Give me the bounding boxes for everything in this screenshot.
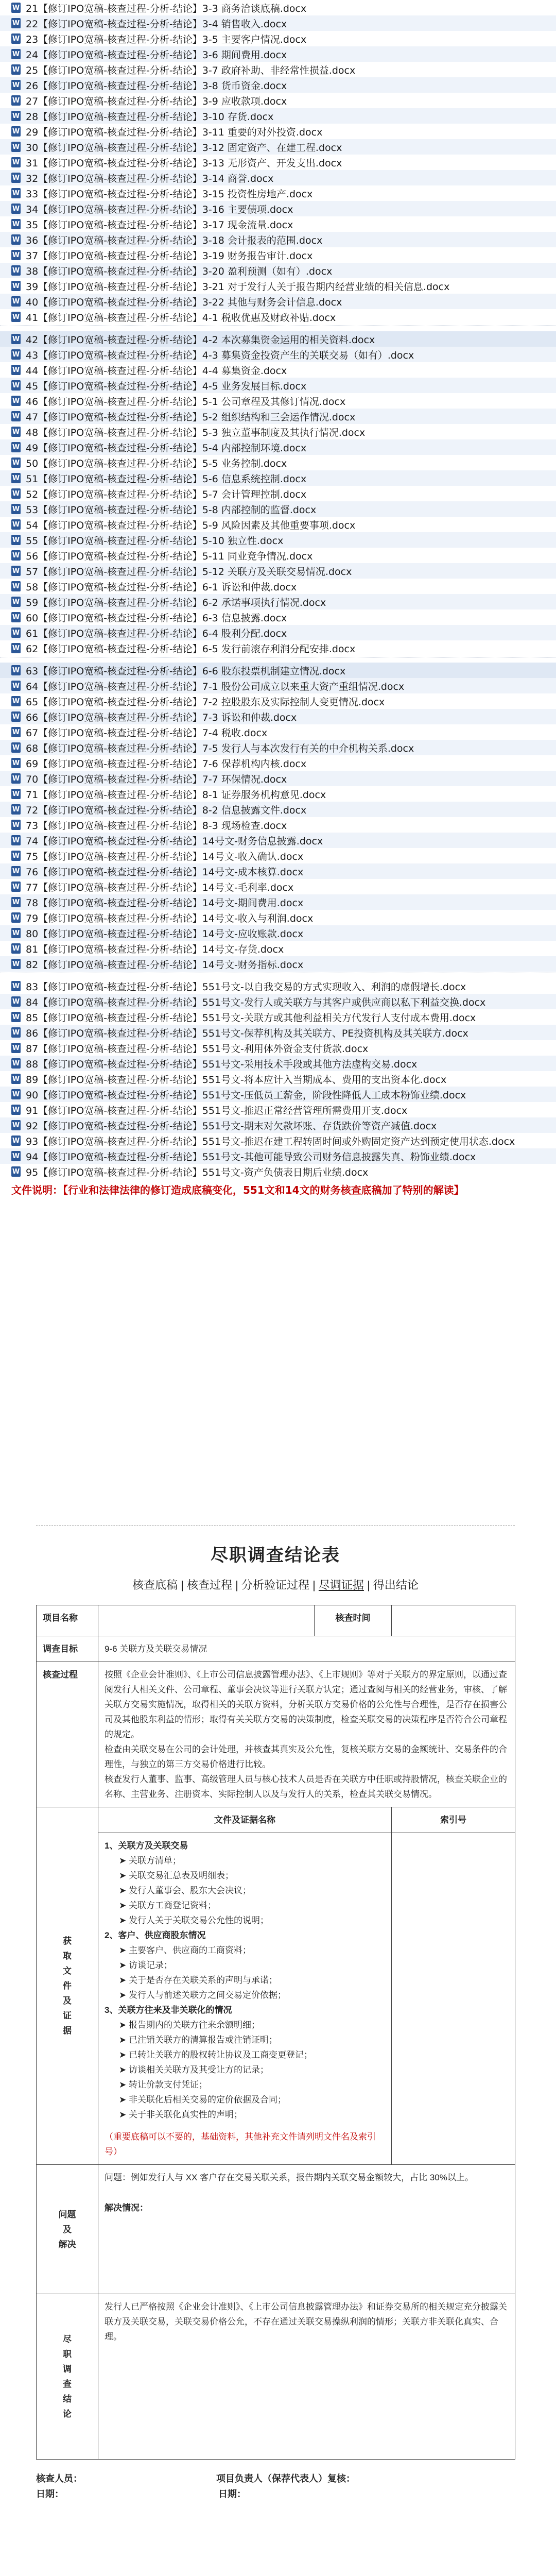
- file-row[interactable]: [0, 1056, 556, 1071]
- word-document-icon: W: [11, 519, 21, 530]
- file-row[interactable]: [0, 155, 556, 170]
- file-name: 42【修订IPO宽稿-核查过程-分析-结论】4-2 本次募集资金运用的相关资料.docx: [26, 334, 375, 346]
- word-document-icon: W: [11, 996, 21, 1007]
- word-document-icon: W: [11, 851, 21, 861]
- file-name: 89【修订IPO宽稿-核查过程-分析-结论】551号文-将本应计入当期成本、费用的支出资本化.docx: [26, 1074, 447, 1086]
- project-name-label: 项目名称: [37, 1605, 98, 1636]
- file-name: 44【修订IPO宽稿-核查过程-分析-结论】4-4 募集资金.docx: [26, 365, 287, 377]
- file-name: 75【修订IPO宽稿-核查过程-分析-结论】14号文-收入确认.docx: [26, 851, 304, 862]
- file-row[interactable]: [0, 693, 556, 709]
- evidence-item: ➤ 访谈相关关联方及其受让方的记录；: [119, 2065, 269, 2075]
- word-document-icon: W: [11, 1105, 21, 1115]
- file-name: 87【修订IPO宽稿-核查过程-分析-结论】551号文-利用体外资金支付货款.docx: [26, 1043, 369, 1055]
- file-name: 77【修订IPO宽稿-核查过程-分析-结论】14号文-毛利率.docx: [26, 882, 294, 893]
- word-document-icon: W: [11, 457, 21, 468]
- evidence-vertical-label: [37, 1807, 98, 2165]
- file-group-a: [0, 0, 556, 325]
- word-document-icon: W: [11, 188, 21, 198]
- file-row[interactable]: [0, 170, 556, 185]
- word-document-icon: W: [11, 665, 21, 675]
- file-name: 43【修订IPO宽稿-核查过程-分析-结论】4-3 募集资金投资产生的关联交易（如有）.docx: [26, 349, 414, 361]
- word-document-icon: W: [11, 1074, 21, 1084]
- file-row[interactable]: [0, 247, 556, 263]
- file-row[interactable]: [0, 625, 556, 640]
- evidence-item: ➤ 关联方清单；: [119, 1856, 181, 1866]
- docno-header: 索引号: [392, 1807, 515, 1833]
- file-row[interactable]: [0, 347, 556, 362]
- file-name: 71【修订IPO宽稿-核查过程-分析-结论】8-1 证券服务机构意见.docx: [26, 789, 326, 801]
- vertical-label-char: 职: [63, 2349, 72, 2359]
- file-row[interactable]: [0, 263, 556, 278]
- process-line: 按照《企业会计准则》、《上市公司信息披露管理办法》、《上市规则》等对于关联方的界定原则，以通过查阅发行人相关文件、公司章程、董事会决议等进行关联方认定；通过查阅与相关的经营业务，审核、了解关联方交易实施情况，取得相关的关联方资料，分析关联方交易价格的公允性与合理性，是否存在损害公司及其他股东利益的情形；取得有关关联方交易的决策制度，检查关联交易的决策程序是否符合公司章程的规定。: [105, 1670, 507, 1739]
- file-name: 84【修订IPO宽稿-核查过程-分析-结论】551号文-发行人或关联方与其客户或供应商以私下利益交换.docx: [26, 996, 486, 1008]
- file-row[interactable]: [0, 393, 556, 409]
- word-document-icon: W: [11, 219, 21, 229]
- vertical-label-char: 结: [63, 2394, 72, 2404]
- docno-cell[interactable]: [392, 1833, 515, 2165]
- word-document-icon: W: [11, 789, 21, 799]
- file-row[interactable]: [0, 232, 556, 247]
- file-name: 93【修订IPO宽稿-核查过程-分析-结论】551号文-推迟在建工程转固时间或外购固定资产达到预定使用状态.docx: [26, 1136, 515, 1147]
- group-separator: [0, 973, 556, 977]
- file-row[interactable]: [0, 1102, 556, 1117]
- word-document-icon: W: [11, 612, 21, 622]
- file-row[interactable]: [0, 548, 556, 563]
- file-row[interactable]: [0, 894, 556, 910]
- word-document-icon: W: [11, 234, 21, 245]
- file-row[interactable]: [0, 501, 556, 517]
- file-name: 46【修订IPO宽稿-核查过程-分析-结论】5-1 公司章程及其修订情况.docx: [26, 396, 346, 408]
- process-label: 核查过程: [37, 1662, 98, 1807]
- word-document-icon: W: [11, 18, 21, 28]
- vertical-label-char: 据: [63, 2026, 72, 2036]
- word-document-icon: W: [11, 1089, 21, 1099]
- file-note: 文件说明：【行业和法律法律的修订造成底稿变化，551文和14文的财务核查底稿加了特别的解读】: [11, 1184, 464, 1196]
- evidence-item: ➤ 报告期内的关联方往来余额明细；: [119, 2020, 260, 2030]
- file-row[interactable]: [0, 663, 556, 678]
- word-document-icon: W: [11, 566, 21, 576]
- file-row[interactable]: [0, 124, 556, 139]
- process-text: [98, 1662, 515, 1807]
- word-document-icon: W: [11, 380, 21, 391]
- file-row[interactable]: [0, 709, 556, 724]
- word-document-icon: W: [11, 157, 21, 167]
- file-name: 80【修订IPO宽稿-核查过程-分析-结论】14号文-应收账款.docx: [26, 928, 304, 940]
- word-document-icon: W: [11, 349, 21, 360]
- word-document-icon: W: [11, 959, 21, 969]
- vertical-label-char: 论: [63, 2409, 72, 2419]
- file-name: 24【修订IPO宽稿-核查过程-分析-结论】3-6 期间费用.docx: [26, 49, 287, 61]
- file-row[interactable]: [0, 740, 556, 755]
- file-name: 63【修订IPO宽稿-核查过程-分析-结论】6-6 股东投票机制建立情况.docx: [26, 665, 346, 677]
- file-row[interactable]: [0, 609, 556, 625]
- word-document-icon: W: [11, 897, 21, 907]
- vertical-label-char: 问题: [58, 2209, 76, 2219]
- word-document-icon: W: [11, 365, 21, 375]
- file-name: 56【修订IPO宽稿-核查过程-分析-结论】5-11 同业竞争情况.docx: [26, 550, 313, 562]
- file-name: 36【修订IPO宽稿-核查过程-分析-结论】3-18 会计报表的范围.docx: [26, 234, 323, 246]
- file-row[interactable]: [0, 833, 556, 848]
- evidence-item: ➤ 非关联化后相关交易的定价依据及合同；: [119, 2095, 286, 2105]
- word-document-icon: W: [11, 1166, 21, 1177]
- word-document-icon: W: [11, 111, 21, 121]
- file-name: 94【修订IPO宽稿-核查过程-分析-结论】551号文-其他可能导致公司财务信息披露失真、粉饰业绩.docx: [26, 1151, 476, 1163]
- file-name: 21【修订IPO宽稿-核查过程-分析-结论】3-3 商务洽谈底稿.docx: [26, 3, 307, 14]
- file-row[interactable]: [0, 848, 556, 863]
- file-row[interactable]: [0, 579, 556, 594]
- file-row[interactable]: [0, 439, 556, 455]
- file-name: 45【修订IPO宽稿-核查过程-分析-结论】4-5 业务发展目标.docx: [26, 380, 307, 392]
- file-name: 50【修订IPO宽稿-核查过程-分析-结论】5-5 业务控制.docx: [26, 457, 287, 469]
- word-document-icon: W: [11, 866, 21, 876]
- file-row[interactable]: [0, 201, 556, 216]
- word-document-icon: W: [11, 928, 21, 938]
- word-document-icon: W: [11, 981, 21, 991]
- word-document-icon: W: [11, 1058, 21, 1069]
- file-row[interactable]: [0, 640, 556, 656]
- word-document-icon: W: [11, 504, 21, 514]
- word-document-icon: W: [11, 250, 21, 260]
- word-document-icon: W: [11, 173, 21, 183]
- file-name: 70【修订IPO宽稿-核查过程-分析-结论】7-7 环保情况.docx: [26, 773, 287, 785]
- file-row[interactable]: [0, 724, 556, 740]
- vertical-label-char: 调: [63, 2364, 72, 2374]
- word-document-icon: W: [11, 411, 21, 421]
- vertical-label-char: 解决: [58, 2239, 76, 2249]
- word-document-icon: W: [11, 1043, 21, 1053]
- word-document-icon: W: [11, 742, 21, 753]
- file-row[interactable]: [0, 802, 556, 817]
- word-document-icon: W: [11, 204, 21, 214]
- form-title: 尽职调查结论表: [211, 1546, 340, 1565]
- file-name: 72【修订IPO宽稿-核查过程-分析-结论】8-2 信息披露文件.docx: [26, 804, 307, 816]
- file-row[interactable]: [0, 956, 556, 972]
- word-document-icon: W: [11, 312, 21, 322]
- file-name: 54【修订IPO宽稿-核查过程-分析-结论】5-9 风险因素及其他重要事项.docx: [26, 519, 356, 531]
- file-row[interactable]: [0, 755, 556, 771]
- file-name: 23【修订IPO宽稿-核查过程-分析-结论】3-5 主要客户情况.docx: [26, 33, 307, 45]
- word-document-icon: W: [11, 696, 21, 706]
- item-value: 9-6 关联方及关联交易情况: [98, 1636, 515, 1662]
- file-name: 35【修订IPO宽稿-核查过程-分析-结论】3-17 现金流量.docx: [26, 219, 293, 231]
- word-document-icon: W: [11, 49, 21, 59]
- file-name: 68【修订IPO宽稿-核查过程-分析-结论】7-5 发行人与本次发行有关的中介机构关系.docx: [26, 742, 414, 754]
- word-document-icon: W: [11, 33, 21, 44]
- file-name: 30【修订IPO宽稿-核查过程-分析-结论】3-12 固定资产、在建工程.docx: [26, 142, 342, 154]
- file-row[interactable]: [0, 517, 556, 532]
- word-document-icon: W: [11, 95, 21, 106]
- vertical-label-char: 尽: [63, 2334, 72, 2344]
- file-name: 48【修订IPO宽稿-核查过程-分析-结论】5-3 独立董事制度及其执行情况.docx: [26, 427, 366, 438]
- file-name: 49【修订IPO宽稿-核查过程-分析-结论】5-4 内部控制环境.docx: [26, 442, 307, 454]
- docs-red-note: （重要底稿可以不要的，基础资料，其他补充文件请列明文件名及索引号）: [105, 2132, 376, 2157]
- file-name: 82【修订IPO宽稿-核查过程-分析-结论】14号文-财务指标.docx: [26, 959, 304, 971]
- file-name: 91【修订IPO宽稿-核查过程-分析-结论】551号文-推迟正常经营管理所需费用开支.docx: [26, 1105, 408, 1116]
- file-row[interactable]: [0, 863, 556, 879]
- word-document-icon: W: [11, 265, 21, 276]
- conclusion-vertical-label: [37, 2294, 98, 2460]
- signature-line: 核查人员： 项目负责人（保荐代表人）复核： 日期： 日期：: [36, 2473, 355, 2499]
- word-document-icon: W: [11, 643, 21, 653]
- conclusion-text: 发行人已严格按照《企业会计准则》、《上市公司信息披露管理办法》和证券交易所的相关规定充分披露关联方及关联交易，关联交易价格公允，不存在通过关联交易操纵利润的情形；关联方非关联化真实、合理。: [98, 2294, 515, 2460]
- evidence-item: ➤ 发行人董事会、股东大会决议；: [119, 1886, 251, 1895]
- file-row[interactable]: [0, 978, 556, 994]
- word-document-icon: W: [11, 581, 21, 591]
- file-name: 52【修订IPO宽稿-核查过程-分析-结论】5-7 会计管理控制.docx: [26, 488, 307, 500]
- file-row[interactable]: [0, 331, 556, 347]
- file-name: 26【修订IPO宽稿-核查过程-分析-结论】3-8 货币资金.docx: [26, 80, 287, 92]
- word-document-icon: W: [11, 943, 21, 954]
- file-row[interactable]: [0, 594, 556, 609]
- file-name: 25【修订IPO宽稿-核查过程-分析-结论】3-7 政府补助、非经常性损益.docx: [26, 64, 356, 76]
- word-document-icon: W: [11, 820, 21, 830]
- project-name-field[interactable]: [98, 1605, 315, 1636]
- file-name: 41【修订IPO宽稿-核查过程-分析-结论】4-1 税收优惠及财政补贴.docx: [26, 312, 336, 324]
- file-row[interactable]: [0, 0, 556, 15]
- evidence-item: 1、关联方及关联交易: [105, 1841, 188, 1851]
- file-name: 64【修订IPO宽稿-核查过程-分析-结论】7-1 股份公司成立以来重大资产重组情况.docx: [26, 681, 405, 692]
- word-document-icon: W: [11, 912, 21, 923]
- file-name: 85【修订IPO宽稿-核查过程-分析-结论】551号文-关联方或其他利益相关方代发行人支付成本费用.docx: [26, 1012, 476, 1024]
- evidence-link[interactable]: 尽调证据: [318, 1579, 364, 1591]
- file-row[interactable]: [0, 216, 556, 232]
- word-document-icon: W: [11, 396, 21, 406]
- word-document-icon: W: [11, 1151, 21, 1161]
- vertical-label-char: 文: [63, 1966, 72, 1976]
- evidence-item: ➤ 关于是否存在关联关系的声明与承诺；: [119, 1975, 277, 1985]
- due-diligence-form-1: [36, 1525, 515, 2502]
- file-row[interactable]: [0, 879, 556, 894]
- file-name: 62【修订IPO宽稿-核查过程-分析-结论】6-5 发行前滚存利润分配安排.docx: [26, 643, 356, 655]
- vertical-label-char: 件: [63, 1981, 72, 1991]
- word-document-icon: W: [11, 427, 21, 437]
- file-row[interactable]: [0, 77, 556, 93]
- issue-cell: [98, 2165, 515, 2294]
- evidence-item: 3、关联方往来及非关联化的情况: [105, 2005, 232, 2015]
- evidence-item: ➤ 主要客户、供应商的工商资料；: [119, 1945, 251, 1955]
- file-row[interactable]: [0, 1040, 556, 1056]
- word-document-icon: W: [11, 773, 21, 784]
- file-row[interactable]: [0, 1025, 556, 1040]
- file-row[interactable]: [0, 309, 556, 325]
- file-name: 74【修订IPO宽稿-核查过程-分析-结论】14号文-财务信息披露.docx: [26, 835, 323, 847]
- file-name: 73【修订IPO宽稿-核查过程-分析-结论】8-3 现场检查.docx: [26, 820, 287, 832]
- issue-text: 问题：例如发行人与 XX 客户存在交易关联关系，报告期内关联交易金额较大，占比 30%以上。: [105, 2173, 474, 2182]
- file-row[interactable]: [0, 93, 556, 108]
- file-name: 53【修订IPO宽稿-核查过程-分析-结论】5-8 内部控制的监督.docx: [26, 504, 317, 516]
- file-name: 32【修订IPO宽稿-核查过程-分析-结论】3-14 商誉.docx: [26, 173, 274, 184]
- word-document-icon: W: [11, 835, 21, 845]
- file-name: 78【修订IPO宽稿-核查过程-分析-结论】14号文-期间费用.docx: [26, 897, 304, 909]
- vertical-label-char: 查: [63, 2379, 72, 2389]
- file-listing: [0, 0, 556, 1198]
- word-document-icon: W: [11, 758, 21, 768]
- file-row[interactable]: [0, 1164, 556, 1179]
- word-document-icon: W: [11, 550, 21, 561]
- file-name: 31【修订IPO宽稿-核查过程-分析-结论】3-13 无形资产、开发支出.docx: [26, 157, 342, 169]
- file-row[interactable]: [0, 910, 556, 925]
- file-name: 95【修订IPO宽稿-核查过程-分析-结论】551号文-资产负债表日期后业绩.docx: [26, 1166, 369, 1178]
- file-name: 57【修订IPO宽稿-核查过程-分析-结论】5-12 关联方及关联交易情况.docx: [26, 566, 352, 578]
- file-name: 28【修订IPO宽稿-核查过程-分析-结论】3-10 存货.docx: [26, 111, 274, 123]
- file-group-c: [0, 663, 556, 972]
- file-row[interactable]: [0, 424, 556, 439]
- file-row[interactable]: [0, 294, 556, 309]
- file-name: 47【修订IPO宽稿-核查过程-分析-结论】5-2 组织结构和三会运作情况.docx: [26, 411, 356, 423]
- file-row[interactable]: [0, 925, 556, 941]
- file-row[interactable]: [0, 139, 556, 155]
- file-name: 51【修订IPO宽稿-核查过程-分析-结论】5-6 信息系统控制.docx: [26, 473, 307, 485]
- word-document-icon: W: [11, 882, 21, 892]
- file-name: 58【修订IPO宽稿-核查过程-分析-结论】6-1 诉讼和仲裁.docx: [26, 581, 297, 593]
- vertical-label-char: 及: [63, 1996, 72, 2006]
- evidence-item: ➤ 访谈记录；: [119, 1960, 172, 1970]
- vertical-label-char: 取: [63, 1951, 72, 1961]
- file-row[interactable]: [0, 278, 556, 294]
- file-name: 22【修订IPO宽稿-核查过程-分析-结论】3-4 销售收入.docx: [26, 18, 287, 30]
- evidence-item: ➤ 已转让关联方的股权转让协议及工商变更登记；: [119, 2050, 312, 2060]
- file-row[interactable]: [0, 470, 556, 486]
- file-row[interactable]: [0, 15, 556, 31]
- file-name: 27【修订IPO宽稿-核查过程-分析-结论】3-9 应收款项.docx: [26, 95, 287, 107]
- file-name: 40【修订IPO宽稿-核查过程-分析-结论】3-22 其他与财务会计信息.docx: [26, 296, 342, 308]
- evidence-item: ➤ 关于非关联化真实性的声明；: [119, 2110, 242, 2120]
- word-document-icon: W: [11, 334, 21, 344]
- file-name: 83【修订IPO宽稿-核查过程-分析-结论】551号文-以自我交易的方式实现收入、利润的虚假增长.docx: [26, 981, 466, 993]
- form-subtitle: 核查底稿 | 核查过程 | 分析验证过程 | 尽调证据 | 得出结论: [132, 1579, 419, 1591]
- group-separator: [0, 657, 556, 662]
- file-name: 76【修订IPO宽稿-核查过程-分析-结论】14号文-成本核算.docx: [26, 866, 304, 878]
- file-row[interactable]: [0, 486, 556, 501]
- file-row[interactable]: [0, 1117, 556, 1133]
- file-row[interactable]: [0, 1087, 556, 1102]
- word-document-icon: W: [11, 296, 21, 307]
- word-document-icon: W: [11, 711, 21, 722]
- word-document-icon: W: [11, 473, 21, 483]
- word-document-icon: W: [11, 64, 21, 75]
- word-document-icon: W: [11, 1136, 21, 1146]
- file-name: 92【修订IPO宽稿-核查过程-分析-结论】551号文-期末对欠款坏账、存货跌价等资产减值.docx: [26, 1120, 437, 1132]
- docs-header: 文件及证据名称: [98, 1807, 392, 1833]
- word-document-icon: W: [11, 142, 21, 152]
- word-document-icon: W: [11, 1027, 21, 1038]
- word-document-icon: W: [11, 628, 21, 638]
- file-name: 39【修订IPO宽稿-核查过程-分析-结论】3-21 对于发行人关于报告期内经营业绩的相关信息.docx: [26, 281, 450, 293]
- word-document-icon: W: [11, 488, 21, 499]
- file-row[interactable]: [0, 455, 556, 470]
- file-row[interactable]: [0, 362, 556, 378]
- file-row[interactable]: [0, 108, 556, 124]
- issue-solution: 解决情况：: [105, 2203, 148, 2213]
- form-table: [36, 1605, 515, 2460]
- vertical-label-char: 证: [63, 2011, 72, 2021]
- file-name: 55【修订IPO宽稿-核查过程-分析-结论】5-10 独立性.docx: [26, 535, 284, 547]
- word-document-icon: W: [11, 1012, 21, 1022]
- docs-list: [98, 1833, 392, 2165]
- file-row[interactable]: [0, 378, 556, 393]
- file-group-b: [0, 331, 556, 656]
- file-row[interactable]: [0, 1009, 556, 1025]
- file-name: 61【修订IPO宽稿-核查过程-分析-结论】6-4 股利分配.docx: [26, 628, 287, 639]
- file-name: 81【修订IPO宽稿-核查过程-分析-结论】14号文-存货.docx: [26, 943, 284, 955]
- word-document-icon: W: [11, 804, 21, 815]
- file-name: 79【修订IPO宽稿-核查过程-分析-结论】14号文-收入与利润.docx: [26, 912, 314, 924]
- process-line: 检查由关联交易在公司的会计处理，并核查其真实及公允性，复核关联方交易的金额统计、交易条件的合理性，与独立的第三方交易价格进行比较。: [105, 1744, 507, 1769]
- file-name: 67【修订IPO宽稿-核查过程-分析-结论】7-4 税收.docx: [26, 727, 268, 739]
- word-document-icon: W: [11, 126, 21, 137]
- file-name: 29【修订IPO宽稿-核查过程-分析-结论】3-11 重要的对外投资.docx: [26, 126, 323, 138]
- item-label: 调查目标: [37, 1636, 98, 1662]
- file-name: 59【修订IPO宽稿-核查过程-分析-结论】6-2 承诺事项执行情况.docx: [26, 597, 326, 608]
- word-document-icon: W: [11, 681, 21, 691]
- file-name: 33【修订IPO宽稿-核查过程-分析-结论】3-15 投资性房地产.docx: [26, 188, 313, 200]
- word-document-icon: W: [11, 1120, 21, 1130]
- file-row[interactable]: [0, 31, 556, 46]
- evidence-item: ➤ 关联方工商登记资料；: [119, 1901, 216, 1910]
- file-name: 88【修订IPO宽稿-核查过程-分析-结论】551号文-采用技术手段或其他方法虚构交易.docx: [26, 1058, 418, 1070]
- word-document-icon: W: [11, 442, 21, 452]
- word-document-icon: W: [11, 535, 21, 545]
- word-document-icon: W: [11, 80, 21, 90]
- file-name: 86【修订IPO宽稿-核查过程-分析-结论】551号文-保荐机构及其关联方、PE投资机构及其关联方.docx: [26, 1027, 468, 1039]
- evidence-item: ➤ 发行人关于关联交易公允性的说明；: [119, 1916, 269, 1925]
- file-row[interactable]: [0, 771, 556, 786]
- evidence-item: ➤ 转让价款支付凭证；: [119, 2080, 207, 2090]
- file-row[interactable]: [0, 817, 556, 833]
- file-row[interactable]: [0, 532, 556, 548]
- file-row[interactable]: [0, 563, 556, 579]
- file-name: 69【修订IPO宽稿-核查过程-分析-结论】7-6 保荐机构内核.docx: [26, 758, 307, 770]
- file-row[interactable]: [0, 62, 556, 77]
- evidence-item: 2、客户、供应商股东情况: [105, 1930, 206, 1940]
- word-document-icon: W: [11, 3, 21, 13]
- evidence-item: ➤ 关联交易汇总表及明细表；: [119, 1871, 234, 1880]
- check-time-field[interactable]: [392, 1605, 515, 1636]
- evidence-item: ➤ 已注销关联方的清算报告或注销证明；: [119, 2035, 277, 2045]
- file-row[interactable]: [0, 1071, 556, 1087]
- file-name: 65【修订IPO宽稿-核查过程-分析-结论】7-2 控股股东及实际控制人变更情况.docx: [26, 696, 385, 708]
- word-document-icon: W: [11, 727, 21, 737]
- file-name: 34【修订IPO宽稿-核查过程-分析-结论】3-16 主要债项.docx: [26, 204, 293, 215]
- file-name: 66【修订IPO宽稿-核查过程-分析-结论】7-3 诉讼和仲裁.docx: [26, 711, 297, 723]
- file-row[interactable]: [0, 786, 556, 802]
- group-separator: [0, 326, 556, 330]
- file-row[interactable]: [0, 1148, 556, 1164]
- file-name: 37【修订IPO宽稿-核查过程-分析-结论】3-19 财务报告审计.docx: [26, 250, 313, 262]
- process-line: 核查发行人董事、监事、高级管理人员与核心技术人员是否在关联方中任职或持股情况，核查关联企业的名称、主营业务、注册资本、实际控制人以及与发行人的关系，检查其关联交易情况。: [105, 1774, 507, 1799]
- evidence-item: ➤ 发行人与前述关联方之间交易定价依据；: [119, 1990, 286, 2000]
- file-group-d: [0, 978, 556, 1179]
- word-document-icon: W: [11, 597, 21, 607]
- word-document-icon: W: [11, 281, 21, 291]
- file-row[interactable]: [0, 46, 556, 62]
- issue-vertical-label: [37, 2165, 98, 2294]
- file-row[interactable]: [0, 941, 556, 956]
- file-row[interactable]: [0, 994, 556, 1009]
- file-row[interactable]: [0, 409, 556, 424]
- file-row[interactable]: [0, 678, 556, 693]
- vertical-label-char: 及: [63, 2224, 72, 2234]
- file-name: 38【修订IPO宽稿-核查过程-分析-结论】3-20 盈利预测（如有）.docx: [26, 265, 333, 277]
- file-name: 60【修订IPO宽稿-核查过程-分析-结论】6-3 信息披露.docx: [26, 612, 287, 624]
- file-row[interactable]: [0, 185, 556, 201]
- file-row[interactable]: [0, 1133, 556, 1148]
- check-time-label: 核查时间: [315, 1605, 392, 1636]
- vertical-label-char: 获: [63, 1936, 72, 1946]
- file-name: 90【修订IPO宽稿-核查过程-分析-结论】551号文-压低员工薪金，阶段性降低人工成本粉饰业绩.docx: [26, 1089, 466, 1101]
